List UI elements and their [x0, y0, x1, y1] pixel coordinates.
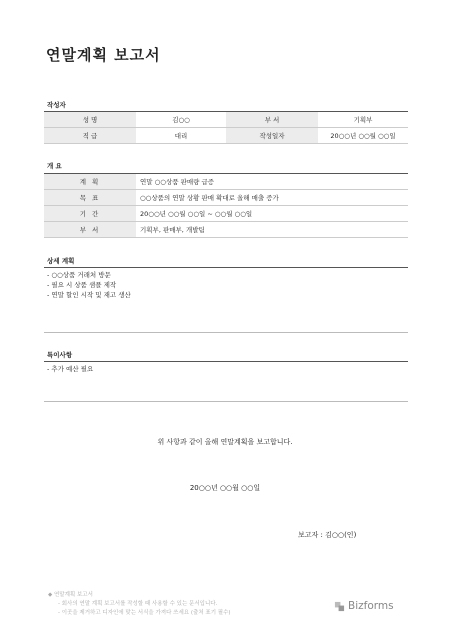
- author-section-label: 작성자: [47, 101, 66, 109]
- footer-notes: [48, 591, 231, 618]
- name-value: 김○○: [136, 112, 226, 128]
- period-header: 기 간: [44, 206, 136, 222]
- department-value: 기획부, 판매부, 개발팀: [136, 222, 408, 238]
- bizforms-logo-text: Bizforms: [348, 600, 394, 612]
- list-item: - 필요 시 상품 샘플 제작: [47, 281, 117, 289]
- footer-line: - 이곳을 제거하고 디자인에 맞는 서식을 가져다 쓰세요 (출처 표기 필수): [58, 610, 231, 616]
- footer-line: ◆ 연말계획 보고서: [48, 592, 93, 598]
- department-value: 기획부: [318, 112, 408, 128]
- name-header: 성 명: [44, 112, 136, 128]
- detail-section-label: 상세 계획: [47, 257, 75, 265]
- table-row: [44, 190, 408, 206]
- closing-statement: 위 사항과 같이 올해 연말계획을 보고합니다.: [157, 438, 293, 446]
- detail-list: [47, 270, 131, 300]
- overview-section-label: 개 요: [47, 162, 62, 170]
- overview-table: [44, 174, 408, 238]
- footer-line: - 회사의 연말 계획 보고서를 작성할 때 사용할 수 있는 문서입니다.: [58, 601, 218, 607]
- detail-section-bottom-rule: [44, 332, 408, 333]
- table-row: [44, 112, 408, 128]
- document-title: 연말계획 보고서: [46, 46, 161, 64]
- plan-value: 연말 ○○상품 판매량 급증: [136, 174, 408, 190]
- goal-value: ○○상품의 연말 상황 판매 확대로 올해 매출 증가: [136, 190, 408, 206]
- table-row: [44, 128, 408, 144]
- author-table: [44, 112, 408, 144]
- notes-list: [47, 364, 93, 374]
- plan-header: 계 획: [44, 174, 136, 190]
- list-item: - 연말 할인 시작 및 재고 생산: [47, 291, 131, 299]
- closing-date: 20○○년 ○○월 ○○일: [189, 484, 261, 492]
- table-row: [44, 222, 408, 238]
- date-header: 작성일자: [226, 128, 318, 144]
- department-header: 부 서: [226, 112, 318, 128]
- rank-value: 대리: [136, 128, 226, 144]
- bizforms-logo-icon: [334, 601, 345, 612]
- reporter-signature: 보고자 : 김○○(인): [298, 531, 357, 539]
- list-item: - 추가 예산 필요: [47, 365, 94, 373]
- rank-header: 직 급: [44, 128, 136, 144]
- goal-header: 목 표: [44, 190, 136, 206]
- detail-section-rule: [44, 267, 408, 268]
- table-row: [44, 174, 408, 190]
- notes-section-bottom-rule: [44, 401, 408, 402]
- notes-section-rule: [44, 361, 408, 362]
- period-value: 20○○년 ○○월 ○○일 ~ ○○월 ○○일: [136, 206, 408, 222]
- list-item: - ○○상품 거래처 방문: [47, 271, 111, 279]
- date-value: 20○○년 ○○월 ○○일: [318, 128, 408, 144]
- bizforms-logo: [334, 600, 394, 612]
- table-row: [44, 206, 408, 222]
- department-header: 부 서: [44, 222, 136, 238]
- notes-section-label: 특이사항: [47, 351, 73, 359]
